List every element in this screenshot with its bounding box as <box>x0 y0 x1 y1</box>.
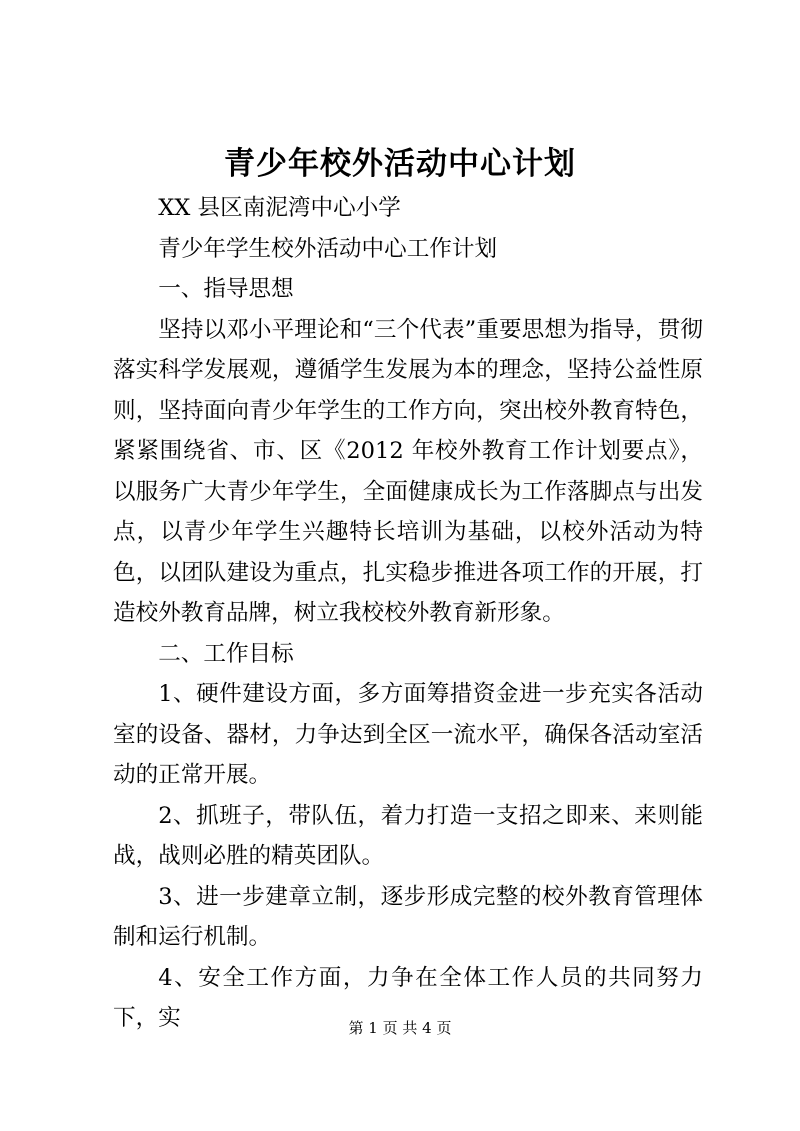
work-goal-item: 2、抓班子，带队伍，着力打造一支招之即来、来则能战，战则必胜的精英团队。 <box>113 802 703 869</box>
section-heading-work-goals: 二、工作目标 <box>158 640 294 667</box>
document-subtitle: 青少年学生校外活动中心工作计划 <box>158 235 498 262</box>
section-body-guiding-ideology: 坚持以邓小平理论和“三个代表”重要思想为指导，贯彻落实科学发展观，遵循学生发展为本的理念，坚持公益性原则，坚持面向青少年学生的工作方向，突出校外教育特色，紧紧围绕省、市、区《2012 年校外教育工作计划要点》，以服务广大青少年学生，全面健康成长为工作落脚点与出发点，以青少年学生兴趣特长培训为基础，以校外活动为特色，以团队建设为重点，扎实稳步推进各项工作的开展，打造校外教育品牌，树立我校校外教育新形象。 <box>113 316 703 626</box>
work-goal-item: 4、安全工作方面，力争在全体工作人员的共同努力下，实 <box>113 964 703 1031</box>
document-body <box>113 188 703 1039</box>
page-footer: 第 1 页 共 4 页 <box>348 1019 452 1037</box>
section-heading-guiding-ideology: 一、指导思想 <box>158 276 294 302</box>
school-name: XX 县区南泥湾中心小学 <box>158 195 401 221</box>
work-goal-item: 3、进一步建章立制，逐步形成完整的校外教育管理体制和运行机制。 <box>113 883 703 950</box>
page-title: 青少年校外活动中心计划 <box>224 146 576 182</box>
work-goal-item: 1、硬件建设方面，多方面筹措资金进一步充实各活动室的设备、器材，力争达到全区一流水平，确保各活动室活动的正常开展。 <box>113 681 703 788</box>
